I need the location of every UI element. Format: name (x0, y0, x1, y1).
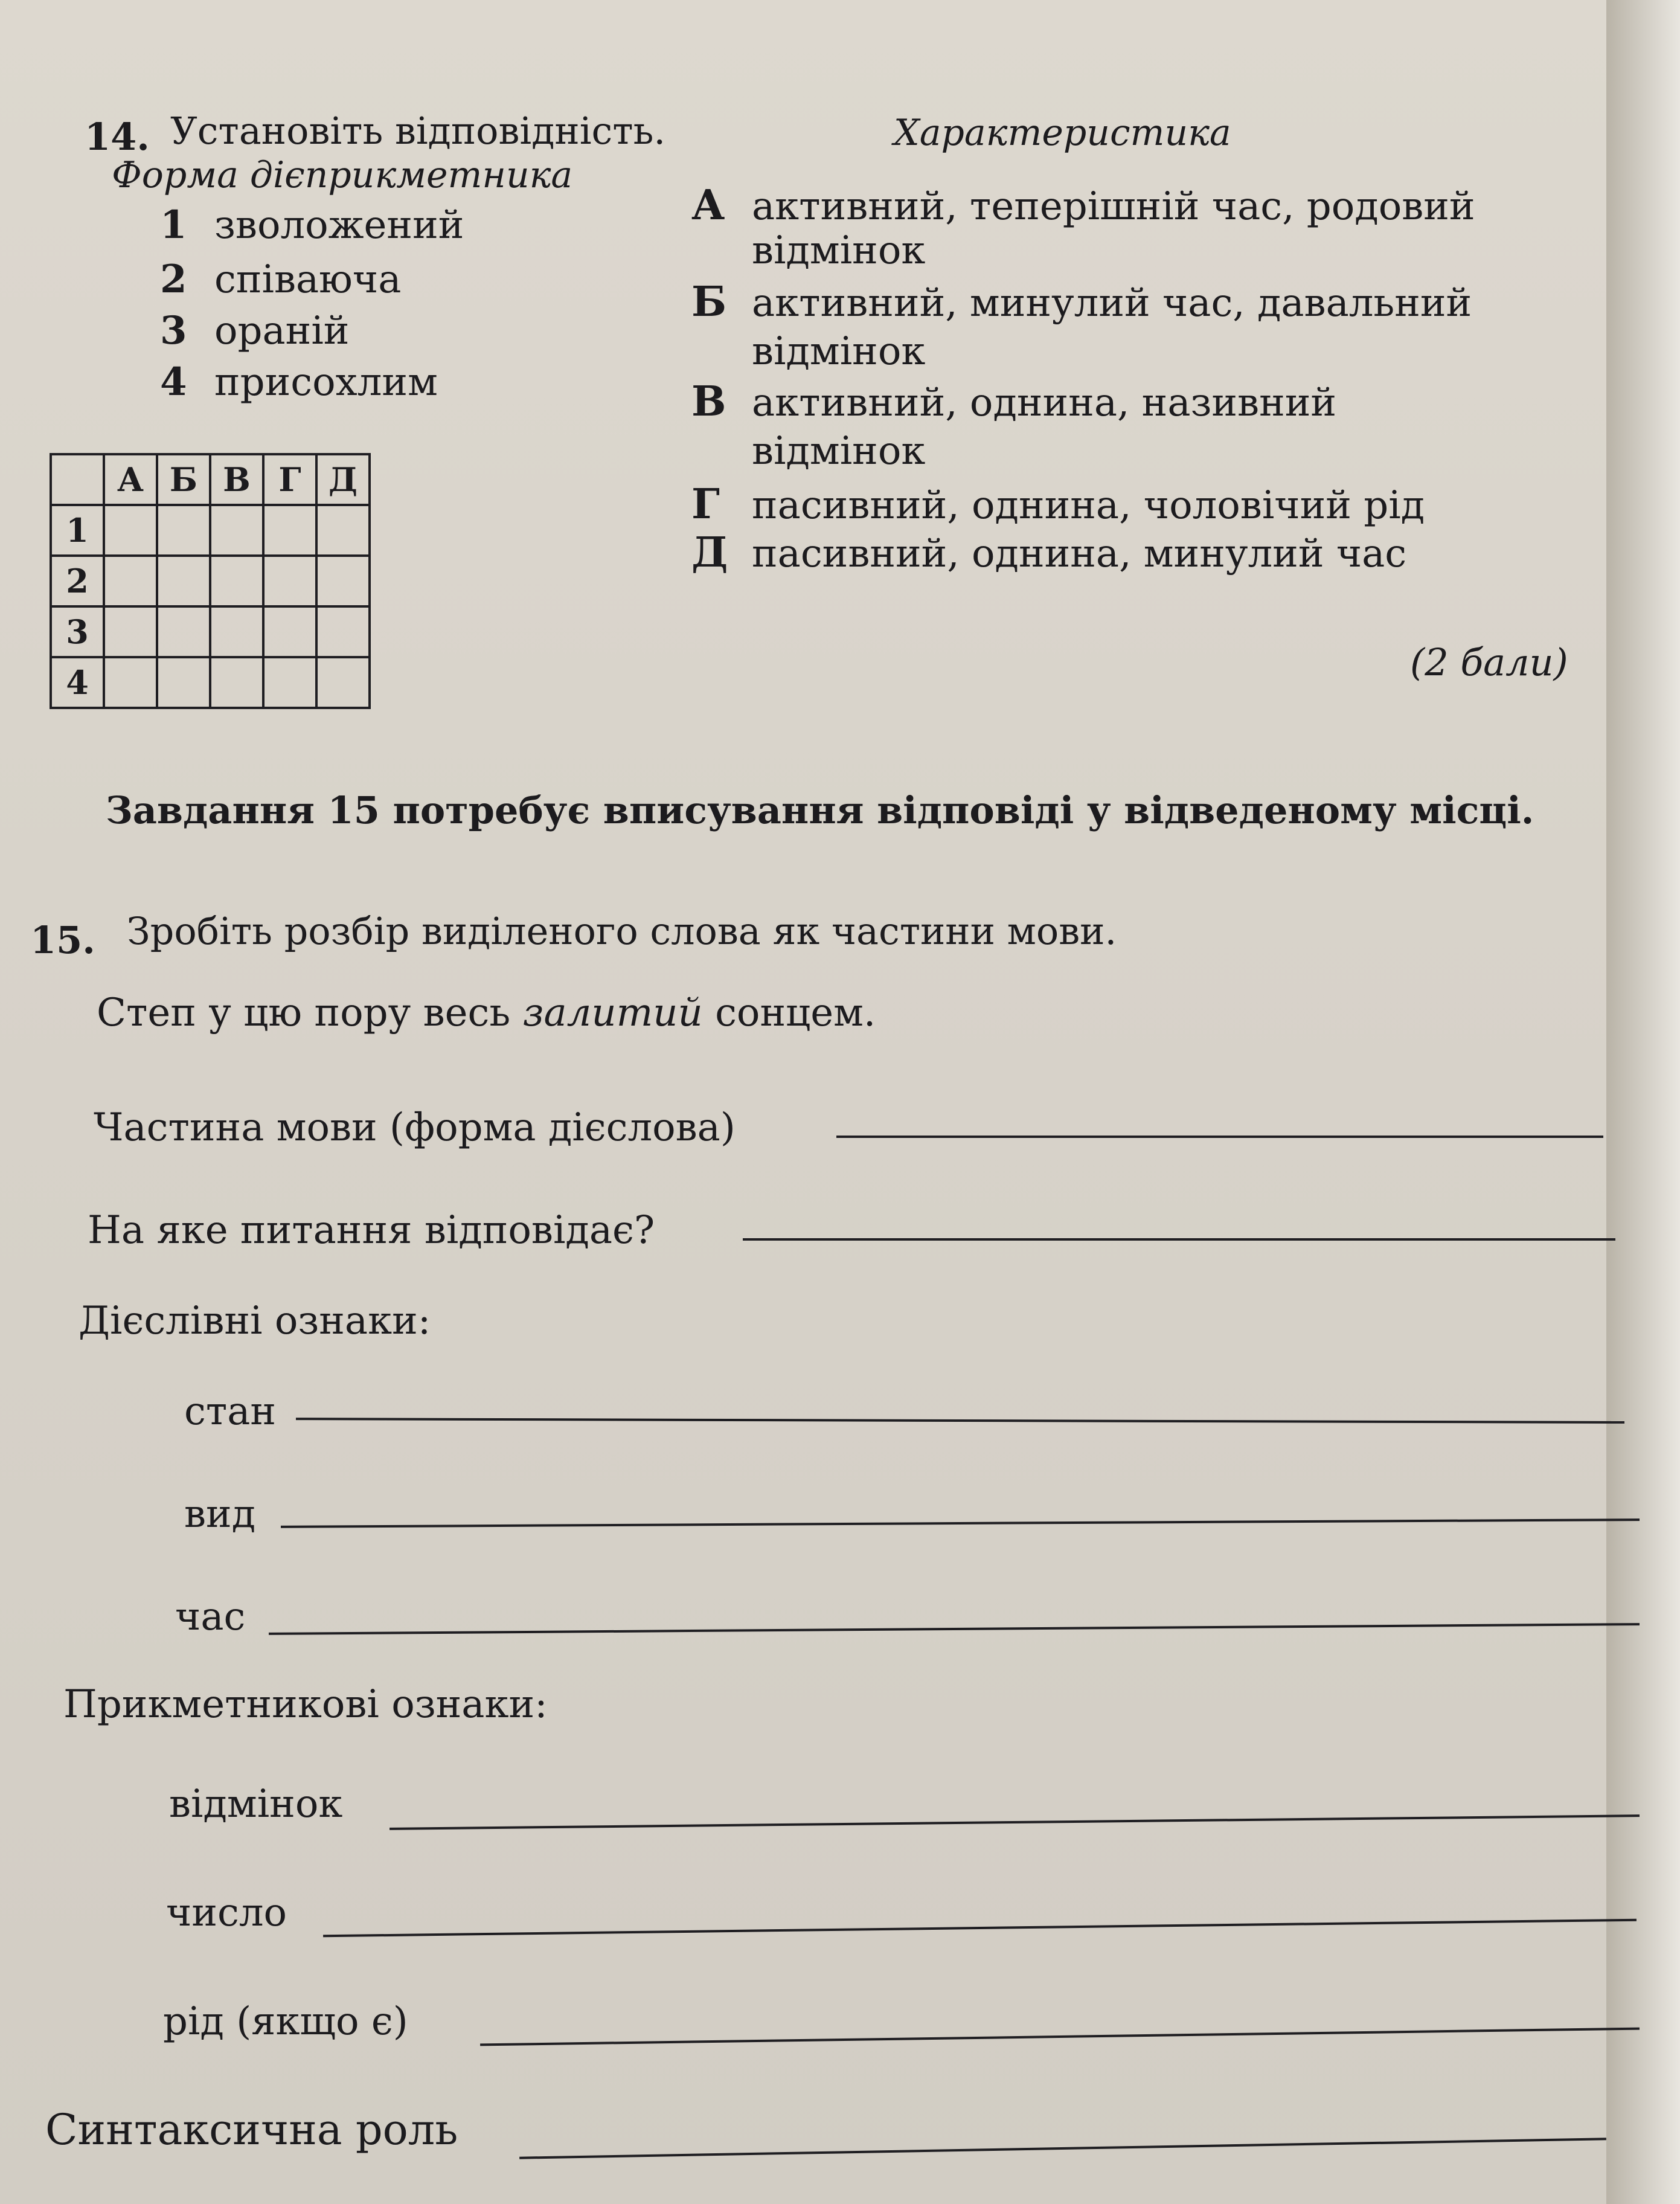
question-label: На яке питання відповідає? (88, 1208, 655, 1253)
grid-row (51, 606, 370, 657)
char-item-v: В активний, однина, називний (691, 378, 1337, 426)
part-of-speech-label: Частина мови (форма дієслова) (94, 1105, 736, 1150)
char-item-g: Г пасивний, однина, чоловічий рід (691, 480, 1425, 529)
form-item-1: 1 зволожений (160, 202, 464, 248)
grid-col-b: Б (157, 454, 210, 505)
form-item-3: 3 ораній (160, 308, 350, 353)
answer-grid (50, 453, 371, 709)
grid-cell[interactable] (210, 606, 263, 657)
grid-cell[interactable] (104, 556, 157, 606)
book-spine (1606, 0, 1680, 2204)
grid-col-d: Д (316, 454, 370, 505)
adjectival-features-heading: Прикметникові ознаки: (63, 1682, 548, 1727)
grid-row (51, 657, 370, 708)
case-label: відмінок (169, 1782, 343, 1826)
question-answer-line[interactable] (743, 1238, 1615, 1241)
grid-cell[interactable] (157, 556, 210, 606)
instruction-heading: Завдання 15 потребує вписування відповіді у відведеному місці. (106, 788, 1534, 832)
voice-label: стан (184, 1389, 277, 1434)
grid-corner (51, 454, 104, 505)
part-of-speech-answer-line[interactable] (836, 1136, 1603, 1138)
task-14-title: Установіть відповідність. (170, 109, 666, 153)
syntactic-role-label: Синтаксична роль (45, 2105, 458, 2154)
grid-cell[interactable] (157, 657, 210, 708)
grid-cell[interactable] (210, 657, 263, 708)
grid-cell[interactable] (316, 505, 370, 556)
grid-cell[interactable] (263, 657, 316, 708)
grid-cell[interactable] (104, 657, 157, 708)
grid-cell[interactable] (210, 505, 263, 556)
grid-row-label: 3 (51, 606, 104, 657)
grid-header-row (51, 454, 370, 505)
grid-row-label: 2 (51, 556, 104, 606)
grid-row (51, 556, 370, 606)
char-item-b-cont: відмінок (752, 329, 926, 374)
char-item-d: Д пасивний, однина, минулий час (691, 529, 1407, 577)
grid-cell[interactable] (316, 657, 370, 708)
grid-col-v: В (210, 454, 263, 505)
task-15-title: Зробіть розбір виділеного слова як частини мови. (127, 909, 1117, 953)
grid-cell[interactable] (157, 505, 210, 556)
char-item-b: Б активний, минулий час, давальний (691, 278, 1472, 326)
grid-cell[interactable] (263, 505, 316, 556)
grid-col-a: А (104, 454, 157, 505)
grid-row-label: 4 (51, 657, 104, 708)
column-left-heading: Форма дієприкметника (112, 154, 573, 196)
form-item-4: 4 присохлим (160, 359, 438, 405)
char-item-a-cont: відмінок (752, 228, 926, 273)
grid-cell[interactable] (263, 606, 316, 657)
column-right-heading: Характеристика (894, 112, 1231, 154)
points-label: (2 бали) (1410, 640, 1568, 684)
grid-cell[interactable] (210, 556, 263, 606)
form-item-2: 2 співаюча (160, 257, 402, 302)
task-15-sentence: Степ у цю пору весь залитий сонцем. (97, 991, 876, 1035)
task-15-number: 15. (30, 918, 95, 962)
grid-cell[interactable] (104, 505, 157, 556)
grid-cell[interactable] (263, 556, 316, 606)
grid-row-label: 1 (51, 505, 104, 556)
aspect-label: вид (184, 1492, 256, 1537)
char-item-v-cont: відмінок (752, 429, 926, 474)
verbal-features-heading: Дієслівні ознаки: (79, 1299, 431, 1343)
number-label: число (166, 1891, 287, 1935)
char-item-a: А активний, теперішній час, родовий (691, 181, 1475, 230)
grid-col-g: Г (263, 454, 316, 505)
grid-cell[interactable] (316, 606, 370, 657)
grid-cell[interactable] (157, 606, 210, 657)
grid-cell[interactable] (104, 606, 157, 657)
gender-label: рід (якщо є) (163, 1999, 408, 2044)
grid-cell[interactable] (316, 556, 370, 606)
highlighted-word: залитий (522, 991, 703, 1035)
grid-row (51, 505, 370, 556)
tense-label: час (175, 1595, 246, 1639)
task-14-number: 14. (85, 115, 150, 159)
